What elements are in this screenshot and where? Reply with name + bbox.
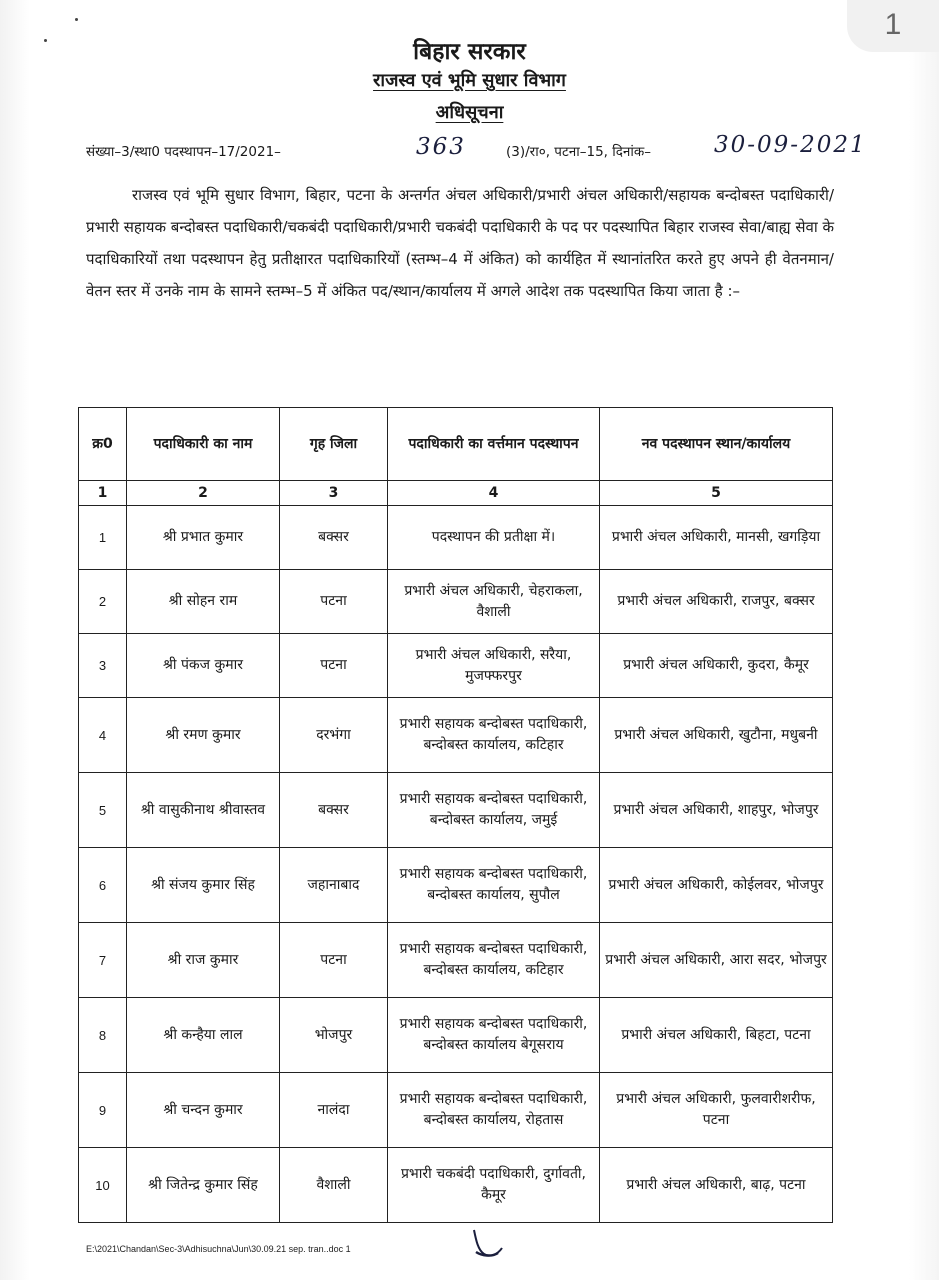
cell-serial: 8 [79, 998, 127, 1073]
cell-new-posting: प्रभारी अंचल अधिकारी, खुटौना, मधुबनी [600, 698, 833, 773]
cell-officer-name: श्री चन्दन कुमार [127, 1073, 280, 1148]
cell-home-district: पटना [280, 923, 388, 998]
column-number-row [79, 481, 833, 506]
table-row [79, 1073, 833, 1148]
cell-new-posting: प्रभारी अंचल अधिकारी, मानसी, खगड़िया [600, 506, 833, 570]
cell-serial: 3 [79, 634, 127, 698]
table-row [79, 773, 833, 848]
header-officer-name: पदाधिकारी का नाम [127, 408, 280, 481]
transfer-table [78, 407, 833, 1223]
cell-serial: 10 [79, 1148, 127, 1223]
table-header-row [79, 408, 833, 481]
reference-prefix: संख्या–3/स्था0 पदस्थापन–17/2021– [86, 144, 281, 160]
cell-current-posting: प्रभारी सहायक बन्दोबस्त पदाधिकारी, बन्दोबस्त कार्यालय, कटिहार [388, 923, 600, 998]
cell-serial: 5 [79, 773, 127, 848]
table-row [79, 634, 833, 698]
page-number-badge: 1 [847, 0, 939, 52]
header-new-posting: नव पदस्थापन स्थान/कार्यालय [600, 408, 833, 481]
cell-serial: 1 [79, 506, 127, 570]
cell-officer-name: श्री जितेन्द्र कुमार सिंह [127, 1148, 280, 1223]
header-home-district: गृह जिला [280, 408, 388, 481]
cell-current-posting: प्रभारी सहायक बन्दोबस्त पदाधिकारी, बन्दोबस्त कार्यालय, जमुई [388, 773, 600, 848]
header-serial: क्र0 [79, 408, 127, 481]
cell-new-posting: प्रभारी अंचल अधिकारी, बिहटा, पटना [600, 998, 833, 1073]
cell-home-district: बक्सर [280, 506, 388, 570]
table-row [79, 998, 833, 1073]
column-number: 2 [127, 481, 280, 506]
cell-officer-name: श्री पंकज कुमार [127, 634, 280, 698]
cell-current-posting: प्रभारी सहायक बन्दोबस्त पदाधिकारी, बन्दोबस्त कार्यालय बेगूसराय [388, 998, 600, 1073]
cell-home-district: नालंदा [280, 1073, 388, 1148]
cell-serial: 9 [79, 1073, 127, 1148]
reference-middle: (3)/रा०, पटना–15, दिनांक– [506, 144, 652, 160]
table-row [79, 698, 833, 773]
cell-current-posting: प्रभारी चकबंदी पदाधिकारी, दुर्गावती, कैमूर [388, 1148, 600, 1223]
cell-new-posting: प्रभारी अंचल अधिकारी, कुदरा, कैमूर [600, 634, 833, 698]
cell-home-district: जहानाबाद [280, 848, 388, 923]
cell-new-posting: प्रभारी अंचल अधिकारी, राजपुर, बक्सर [600, 570, 833, 634]
handwritten-letter-number: 363 [416, 134, 466, 160]
scan-speck [75, 18, 78, 21]
notification-body: राजस्व एवं भूमि सुधार विभाग, बिहार, पटना के अन्तर्गत अंचल अधिकारी/प्रभारी अंचल अधिकारी/सहायक बन्दोबस्त पदाधिकारी/प्रभारी सहायक बन्दोबस्त पदाधिकारी/चकबंदी पदाधिकारी/प्रभारी चकबंदी पदाधिकारी के पद पर पदस्थापित बिहार राजस्व सेवा/बाह्य सेवा के पदाधिकारियों तथा पदस्थापन हेतु प्रतीक्षारत पदाधिकारियों (स्तम्भ–4 में अंकित) को कार्यहित में स्थानांतरित करते हुए अपने ही वेतनमान/वेतन स्तर में उनके नाम के सामने स्तम्भ–5 में अंकित पद/स्थान/कार्यालय में अगले आदेश तक पदस्थापित किया जाता है :– [86, 186, 834, 300]
table-row [79, 848, 833, 923]
column-number: 4 [388, 481, 600, 506]
cell-current-posting: प्रभारी सहायक बन्दोबस्त पदाधिकारी, बन्दोबस्त कार्यालय, सुपौल [388, 848, 600, 923]
column-number: 5 [600, 481, 833, 506]
cell-home-district: दरभंगा [280, 698, 388, 773]
table-row [79, 570, 833, 634]
cell-current-posting: प्रभारी अंचल अधिकारी, चेहराकला, वैशाली [388, 570, 600, 634]
cell-serial: 6 [79, 848, 127, 923]
cell-new-posting: प्रभारी अंचल अधिकारी, शाहपुर, भोजपुर [600, 773, 833, 848]
file-path-footer: E:\2021\Chandan\Sec-3\Adhisuchna\Jun\30.09.21 sep. tran..doc 1 [86, 1244, 351, 1254]
cell-serial: 4 [79, 698, 127, 773]
reference-line [86, 132, 906, 166]
cell-officer-name: श्री संजय कुमार सिंह [127, 848, 280, 923]
cell-officer-name: श्री सोहन राम [127, 570, 280, 634]
cell-serial: 7 [79, 923, 127, 998]
signature-mark [468, 1226, 508, 1260]
cell-new-posting: प्रभारी अंचल अधिकारी, बाढ़, पटना [600, 1148, 833, 1223]
cell-new-posting: प्रभारी अंचल अधिकारी, फुलवारीशरीफ, पटना [600, 1073, 833, 1148]
handwritten-date: 30-09-2021 [714, 132, 867, 158]
cell-new-posting: प्रभारी अंचल अधिकारी, आरा सदर, भोजपुर [600, 923, 833, 998]
cell-officer-name: श्री कन्हैया लाल [127, 998, 280, 1073]
cell-current-posting: पदस्थापन की प्रतीक्षा में। [388, 506, 600, 570]
cell-home-district: पटना [280, 634, 388, 698]
cell-current-posting: प्रभारी सहायक बन्दोबस्त पदाधिकारी, बन्दोबस्त कार्यालय, रोहतास [388, 1073, 600, 1148]
cell-officer-name: श्री राज कुमार [127, 923, 280, 998]
cell-current-posting: प्रभारी सहायक बन्दोबस्त पदाधिकारी, बन्दोबस्त कार्यालय, कटिहार [388, 698, 600, 773]
table-row [79, 1148, 833, 1223]
header-current-posting: पदाधिकारी का वर्त्तमान पदस्थापन [388, 408, 600, 481]
cell-officer-name: श्री वासुकीनाथ श्रीवास्तव [127, 773, 280, 848]
cell-home-district: वैशाली [280, 1148, 388, 1223]
cell-new-posting: प्रभारी अंचल अधिकारी, कोईलवर, भोजपुर [600, 848, 833, 923]
column-number: 3 [280, 481, 388, 506]
cell-home-district: भोजपुर [280, 998, 388, 1073]
table-row [79, 506, 833, 570]
cell-officer-name: श्री प्रभात कुमार [127, 506, 280, 570]
cell-current-posting: प्रभारी अंचल अधिकारी, सरैया, मुजफ्फरपुर [388, 634, 600, 698]
cell-home-district: पटना [280, 570, 388, 634]
cell-home-district: बक्सर [280, 773, 388, 848]
government-title: बिहार सरकार [413, 39, 526, 65]
cell-officer-name: श्री रमण कुमार [127, 698, 280, 773]
cell-serial: 2 [79, 570, 127, 634]
notification-title: अधिसूचना [435, 102, 504, 123]
department-title: राजस्व एवं भूमि सुधार विभाग [373, 70, 566, 91]
table-row [79, 923, 833, 998]
column-number: 1 [79, 481, 127, 506]
